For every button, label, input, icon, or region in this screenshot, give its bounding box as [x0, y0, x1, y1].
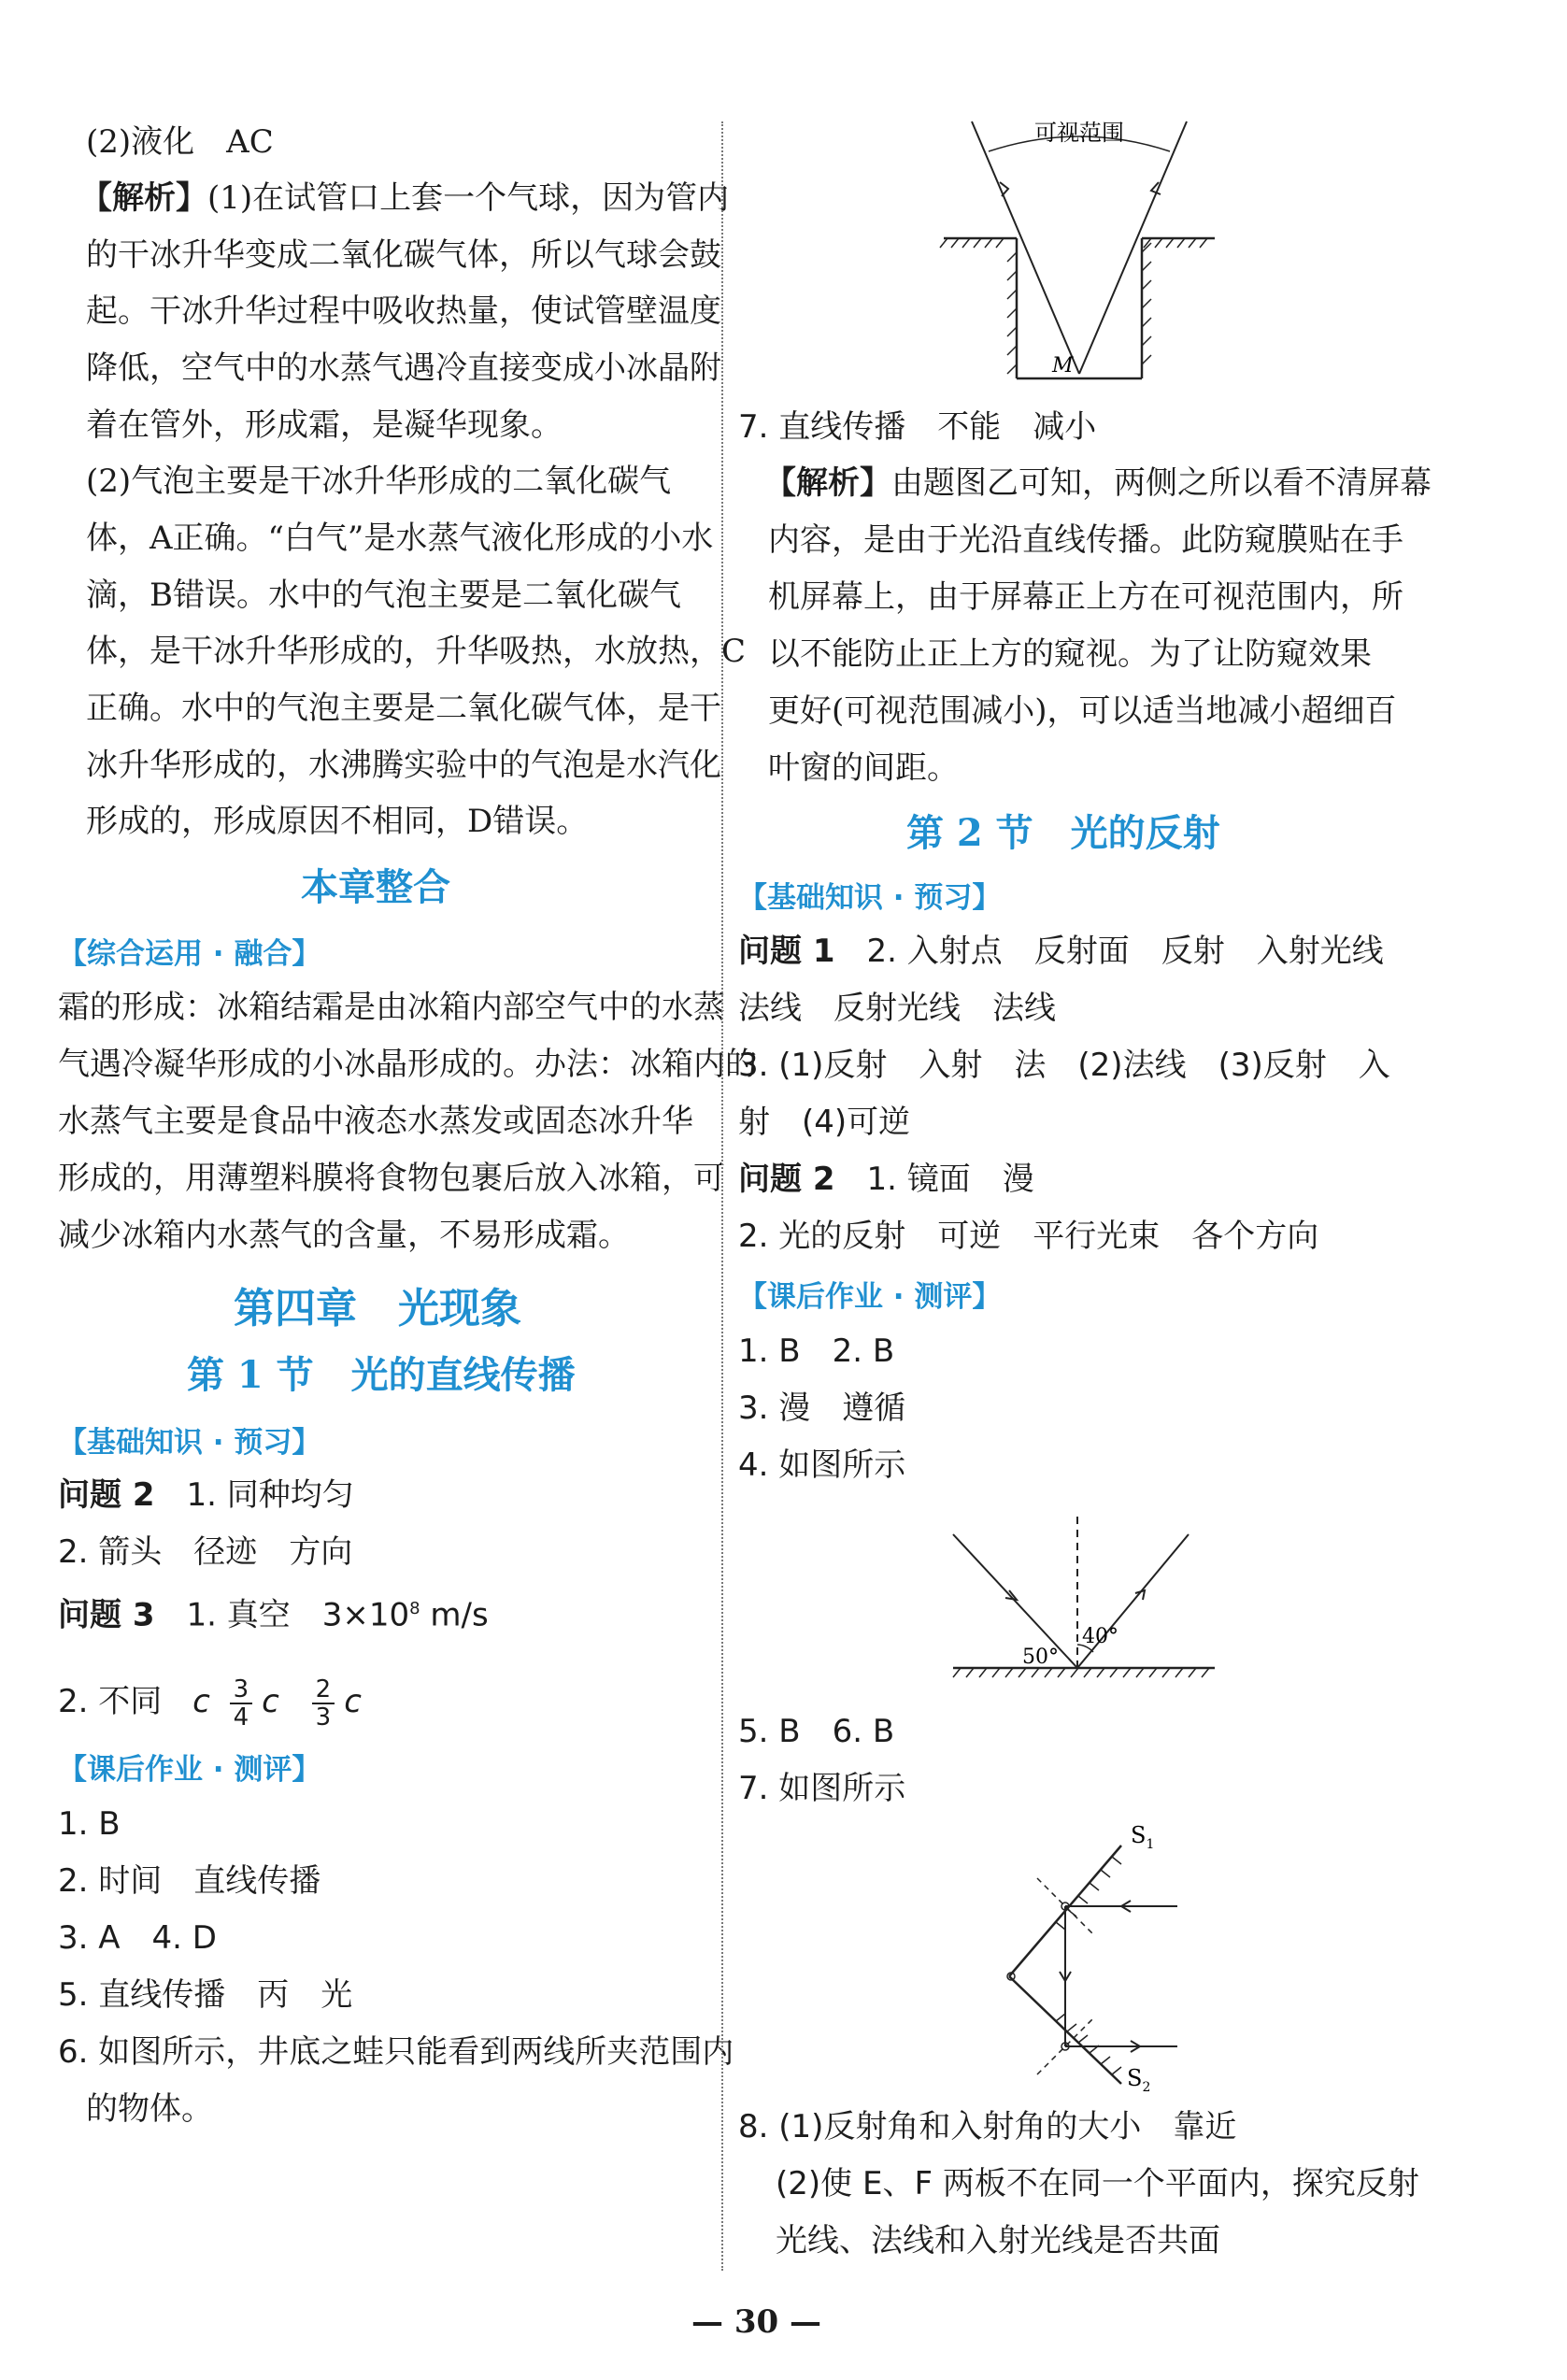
fraction-three-quarters: $\frac{3}{4}$: [230, 1676, 253, 1731]
answer-line: 1. B: [58, 1805, 121, 1843]
reflection-angle-figure: [944, 1504, 1224, 1691]
visible-range-label: 可视范围: [1034, 120, 1124, 146]
analysis-paragraph-line: 冰升华形成的，水沸腾实验中的气泡是水汽化: [86, 747, 721, 784]
section-bracket-jichu: 【基础知识 · 预习】: [738, 881, 1002, 915]
angle-50-label: 50°: [1022, 1646, 1059, 1669]
mirror-s1-label: $S_1$: [1131, 1822, 1155, 1852]
analysis-paragraph-line: 内容，是由于光沿直线传播。此防窥膜贴在手: [768, 521, 1403, 559]
analysis-paragraph-line: 叶窗的间距。: [768, 749, 959, 787]
analysis-paragraph-line: 体，是干冰升华形成的，升华吸热，水放热，C: [86, 633, 747, 670]
page-number: — 30 —: [691, 2303, 821, 2341]
question-2-line: 2. 箭头 径迹 方向: [58, 1533, 353, 1571]
question-1-line: 问题 1 2. 入射点 反射面 反射 入射光线: [738, 933, 1384, 970]
section-bracket-kehou: 【课后作业 · 测评】: [738, 1280, 1002, 1314]
section-1-title: 第 1 节 光的直线传播: [187, 1353, 576, 1397]
answer-line: 6. 如图所示，井底之蛙只能看到两线所夹范围内: [58, 2033, 734, 2071]
zonghe-line: 气遇冷凝华形成的小冰晶形成的。办法：冰箱内的: [58, 1046, 757, 1083]
zonghe-line: 减少冰箱内水蒸气的含量，不易形成霜。: [58, 1217, 630, 1254]
answer-2-line: (2)液化 AC: [86, 123, 274, 161]
answer-7-line: 7. 直线传播 不能 减小: [738, 408, 1097, 446]
mirror-pair-figure: [990, 1822, 1215, 2093]
question-3-line: 问题 3 1. 真空 $3\times 10^8$ m/s: [58, 1596, 489, 1634]
section-bracket-jichu: 【基础知识 · 预习】: [58, 1426, 321, 1460]
question-2-line: 2. 光的反射 可逆 平行光束 各个方向: [738, 1218, 1319, 1255]
angle-40-label: 40°: [1082, 1625, 1118, 1648]
analysis-paragraph-line: 以不能防止正上方的窥视。为了让防窥效果: [768, 635, 1372, 673]
chapter-title: 第四章 光现象: [234, 1285, 521, 1333]
question-3-fraction-line: 2. 不同 c $\frac{3}{4}$ c $\frac{2}{3}$ c: [58, 1675, 362, 1732]
analysis-tag: 【解析】: [80, 179, 207, 217]
answer-line: 7. 如图所示: [738, 1770, 906, 1807]
mirror-s2-label: $S_2$: [1127, 2065, 1151, 2093]
analysis-paragraph-line: 体，A正确。“白气”是水蒸气液化形成的小水: [86, 520, 714, 557]
zonghe-line: 水蒸气主要是食品中液态水蒸发或固态冰升华: [58, 1103, 693, 1140]
analysis-paragraph-line: 【解析】(1)在试管口上套一个气球，因为管内: [80, 179, 730, 217]
analysis-paragraph-line: 【解析】由题图乙可知，两侧之所以看不清屏幕: [764, 464, 1432, 502]
zonghe-line: 形成的，用薄塑料膜将食物包裹后放入冰箱，可: [58, 1160, 725, 1197]
analysis-paragraph-line: 机屏幕上，由于屏幕正上方在可视范围内，所: [768, 578, 1403, 616]
analysis-paragraph-line: 起。干冰升华过程中吸收热量，使试管壁温度: [86, 292, 721, 330]
analysis-paragraph-line: 着在管外，形成霜，是凝华现象。: [86, 406, 563, 444]
question-2-line: 问题 2 1. 同种均匀: [58, 1476, 354, 1514]
answer-line: 5. 直线传播 丙 光: [58, 1976, 353, 2014]
answer-8-line: 光线、法线和入射光线是否共面: [776, 2222, 1220, 2259]
analysis-paragraph-line: 的干冰升华变成二氧化碳气体，所以气球会鼓: [86, 236, 721, 274]
summary-title: 本章整合: [301, 865, 450, 909]
analysis-paragraph-line: 更好(可视范围减小)，可以适当地减小超细百: [768, 692, 1397, 730]
answer-line: 1. B 2. B: [738, 1333, 895, 1370]
answer-8-line: 8. (1)反射角和入射角的大小 靠近: [738, 2108, 1237, 2145]
analysis-paragraph-line: (2)气泡主要是干冰升华形成的二氧化碳气: [86, 463, 672, 500]
section-2-title: 第 2 节 光的反射: [906, 811, 1220, 855]
question-1-line: 射 (4)可逆: [738, 1104, 911, 1141]
point-m-label: M: [1052, 354, 1074, 378]
section-bracket-kehou: 【课后作业 · 测评】: [58, 1753, 321, 1787]
question-2-line: 问题 2 1. 镜面 漫: [738, 1161, 1034, 1198]
column-divider: [721, 121, 723, 2271]
zonghe-line: 霜的形成：冰箱结霜是由冰箱内部空气中的水蒸: [58, 989, 725, 1026]
answer-line: 4. 如图所示: [738, 1447, 906, 1484]
answer-line: 3. A 4. D: [58, 1919, 217, 1957]
fraction-two-thirds: $\frac{2}{3}$: [312, 1676, 335, 1731]
answer-8-line: (2)使 E、F 两板不在同一个平面内，探究反射: [776, 2165, 1419, 2202]
answer-line: 的物体。: [86, 2090, 213, 2128]
answer-line: 5. B 6. B: [738, 1713, 895, 1750]
answer-line: 2. 时间 直线传播: [58, 1862, 321, 1900]
question-1-line: 法线 反射光线 法线: [738, 990, 1056, 1027]
well-frog-figure: [934, 112, 1233, 392]
answer-line: 3. 漫 遵循: [738, 1390, 906, 1427]
analysis-paragraph-line: 滴，B错误。水中的气泡主要是二氧化碳气: [86, 577, 681, 614]
question-1-line: 3. (1)反射 入射 法 (2)法线 (3)反射 入: [738, 1047, 1390, 1084]
analysis-paragraph-line: 降低，空气中的水蒸气遇冷直接变成小冰晶附: [86, 349, 721, 387]
analysis-paragraph-line: 正确。水中的气泡主要是二氧化碳气体，是干: [86, 690, 721, 727]
section-bracket-zonghe: 【综合运用 · 融合】: [58, 937, 321, 971]
analysis-tag: 【解析】: [764, 464, 891, 502]
analysis-paragraph-line: 形成的，形成原因不相同，D错误。: [86, 803, 589, 840]
